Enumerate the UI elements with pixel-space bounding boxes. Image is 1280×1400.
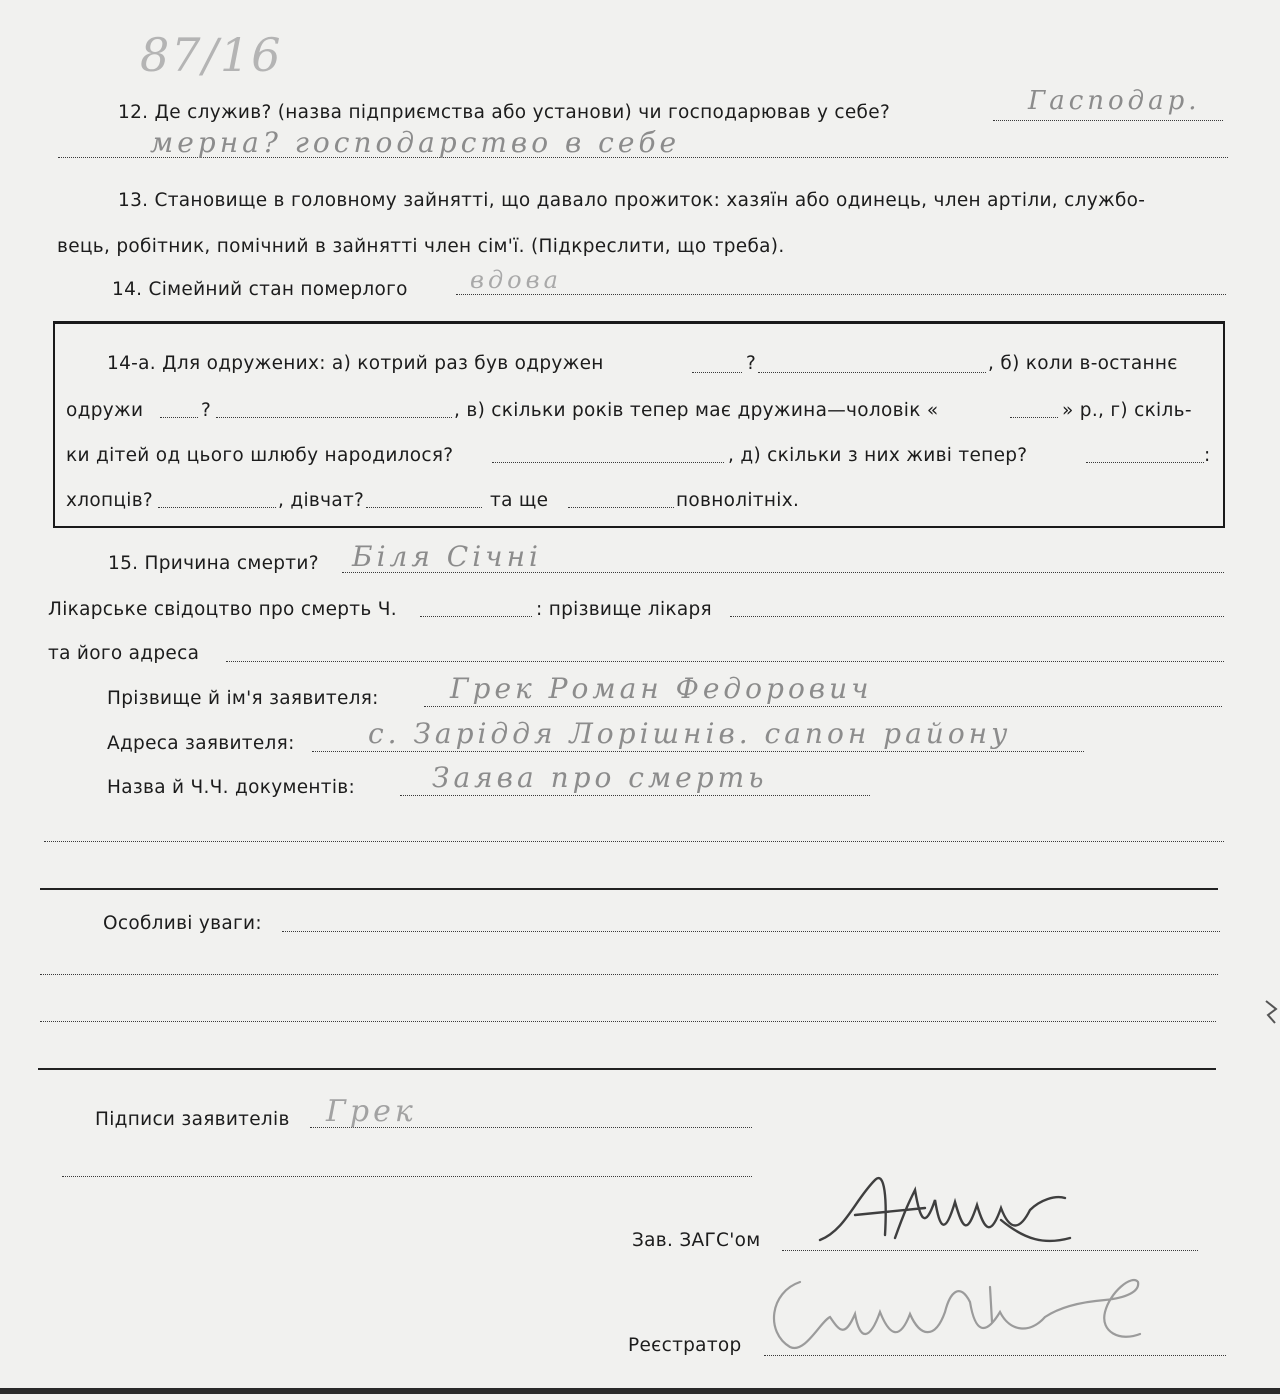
q14a-line2-end: » р., г) скіль- (1062, 400, 1192, 421)
q12-answer-line2-handwritten: мерна? господарство в себе (150, 126, 681, 159)
q14a-line2-mid: , в) скільки років тепер має дружина—чоловік « (454, 400, 939, 421)
corner-archive-number: 87/16 (140, 28, 283, 82)
section-divider-2 (38, 1068, 1216, 1070)
q14a-line3-end: : (1204, 445, 1211, 466)
registrar-label: Реєстратор (628, 1335, 742, 1356)
notes-label: Особливі уваги: (103, 913, 262, 934)
bottom-scan-edge (0, 1388, 1280, 1394)
applicant-name-label: Прізвище й ім'я заявителя: (107, 688, 379, 709)
applicant-name-handwritten: Грек Роман Федорович (450, 672, 873, 705)
q15-label: 15. Причина смерти? (108, 553, 319, 574)
q14a-line2-start: одружи (66, 400, 144, 421)
q14a-dots-3 (160, 417, 198, 418)
documents-label: Назва й Ч.Ч. документів: (107, 777, 356, 798)
q14a-line4-more: та ще (490, 490, 549, 511)
q14a-line4-girls: , дівчат? (278, 490, 365, 511)
notes-dots-3 (40, 1021, 1216, 1022)
documents-handwritten: Заява про смерть (432, 761, 768, 794)
page-edge-mark (1264, 995, 1278, 1029)
q14a-dots-1 (692, 372, 742, 373)
q15-answer-handwritten: Біля Січні (352, 540, 542, 573)
applicant-signature-handwritten: Грек (326, 1094, 417, 1129)
documents-dots-2 (44, 841, 1224, 842)
q14a-dots-10 (568, 507, 674, 508)
q14a-line4-adults: повнолітніх. (676, 490, 800, 511)
head-signature-scribble (815, 1160, 1085, 1260)
section-divider-1 (40, 888, 1218, 890)
q14a-dots-4 (216, 417, 452, 418)
applicant-name-dots (424, 706, 1222, 707)
q13-line2: вець, робітник, помічний в зайнятті член сім'ї. (Підкреслити, що треба). (57, 236, 785, 257)
q13-line1: 13. Становище в головному зайнятті, що давало прожиток: хазяїн або одинець, член артіли, службо- (118, 190, 1146, 211)
q12-label: 12. Де служив? (назва підприємства або установи) чи господарював у себе? (118, 102, 891, 123)
q14-answer-handwritten: вдова (470, 266, 562, 294)
doctor-address-dots (226, 661, 1224, 662)
q14a-line2-q: ? (201, 400, 212, 421)
q14a-dots-6 (492, 462, 724, 463)
q14a-line4-boys: хлопців? (66, 490, 154, 511)
medical-certificate-label: Лікарське свідоцтво про смерть Ч. (48, 599, 397, 620)
q14a-line3-start: ки дітей од цього шлюбу народилося? (66, 445, 454, 466)
notes-dots-2 (40, 974, 1218, 975)
q14a-dots-9 (366, 507, 482, 508)
applicant-address-dots (312, 751, 1084, 752)
q12-answer-handwritten: Гасподар. (1028, 86, 1201, 116)
doctor-name-dots (730, 616, 1224, 617)
medical-certificate-dots (420, 616, 532, 617)
q14a-line3-mid: , д) скільки з них живі тепер? (728, 445, 1028, 466)
registrar-signature-scribble (760, 1262, 1160, 1372)
applicant-address-handwritten: с. Заріддя Лорішнів. сапон району (368, 717, 1012, 750)
doctor-name-label: : прізвище лікаря (536, 599, 712, 620)
q14a-line1-end: , б) коли в-останнє (988, 353, 1178, 374)
applicant-address-label: Адреса заявителя: (107, 733, 295, 754)
applicants-signatures-dots-2 (62, 1176, 752, 1177)
notes-dots-1 (282, 931, 1220, 932)
q12-dotted-line (993, 120, 1223, 121)
q14a-dots-8 (158, 507, 276, 508)
q14a-line1-text: 14-а. Для одружених: а) котрий раз був одружен (107, 353, 604, 374)
doctor-address-label: та його адреса (48, 643, 200, 664)
head-of-registry-label: Зав. ЗАГС'ом (632, 1230, 761, 1251)
applicants-signatures-label: Підписи заявителів (95, 1109, 290, 1130)
q14-label: 14. Сімейний стан померлого (112, 279, 408, 300)
q14a-dots-7 (1086, 462, 1204, 463)
q14-dotted-line (456, 294, 1226, 295)
q14a-dots-2 (758, 372, 986, 373)
q14a-dots-5 (1010, 417, 1058, 418)
documents-dots (400, 795, 870, 796)
q14a-line1-q: ? (746, 353, 757, 374)
